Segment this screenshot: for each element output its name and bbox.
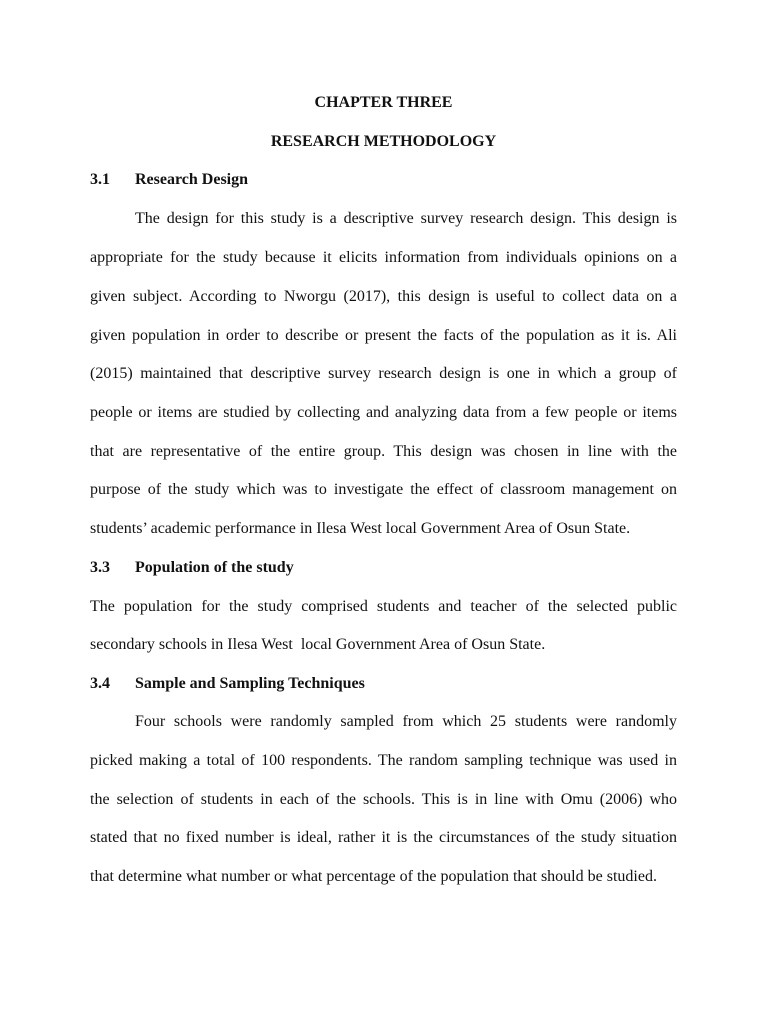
section-heading-3-3: [90, 558, 677, 578]
section-heading-3-1: [90, 170, 677, 190]
paragraph-line: (2015) maintained that descriptive survey research design is one in which a group of: [90, 365, 677, 382]
paragraph-line: given subject. According to Nworgu (2017), this design is useful to collect data on a: [90, 288, 677, 305]
section-title: Population of the study: [135, 559, 294, 576]
chapter-subtitle: RESEARCH METHODOLOGY: [270, 133, 497, 150]
paragraph-line: that determine what number or what percentage of the population that should be studied.: [90, 868, 657, 885]
paragraph-line: stated that no fixed number is ideal, rather it is the circumstances of the study situation: [90, 829, 677, 846]
section-title: Sample and Sampling Techniques: [135, 675, 365, 692]
paragraph-line: picked making a total of 100 respondents. The random sampling technique was used in: [90, 752, 677, 769]
paragraph-line: given population in order to describe or present the facts of the population as it is. Ali: [90, 327, 677, 344]
section-number: 3.4: [90, 675, 110, 692]
section-number: 3.3: [90, 559, 110, 576]
paragraph-line: Four schools were randomly sampled from which 25 students were randomly: [135, 713, 677, 730]
paragraph-line: The design for this study is a descriptive survey research design. This design is: [135, 210, 677, 227]
section-title: Research Design: [135, 171, 249, 188]
section-number: 3.1: [90, 171, 110, 188]
paragraph-line: purpose of the study which was to investigate the effect of classroom management on: [90, 481, 677, 498]
paragraph-line: people or items are studied by collecting and analyzing data from a few people or items: [90, 404, 677, 421]
paragraph-line: The population for the study comprised students and teacher of the selected public: [90, 598, 677, 615]
paragraph-line: secondary schools in Ilesa West local Government Area of Osun State.: [90, 636, 546, 653]
paragraph-line: the selection of students in each of the schools. This is in line with Omu (2006) who: [90, 791, 677, 808]
paragraph-line: that are representative of the entire group. This design was chosen in line with the: [90, 443, 677, 460]
paragraph-line: students’ academic performance in Ilesa West local Government Area of Osun State.: [90, 520, 631, 537]
chapter-title: CHAPTER THREE: [314, 94, 453, 111]
paragraph-line: appropriate for the study because it elicits information from individuals opinions on a: [90, 249, 677, 266]
section-heading-3-4: [90, 674, 677, 694]
